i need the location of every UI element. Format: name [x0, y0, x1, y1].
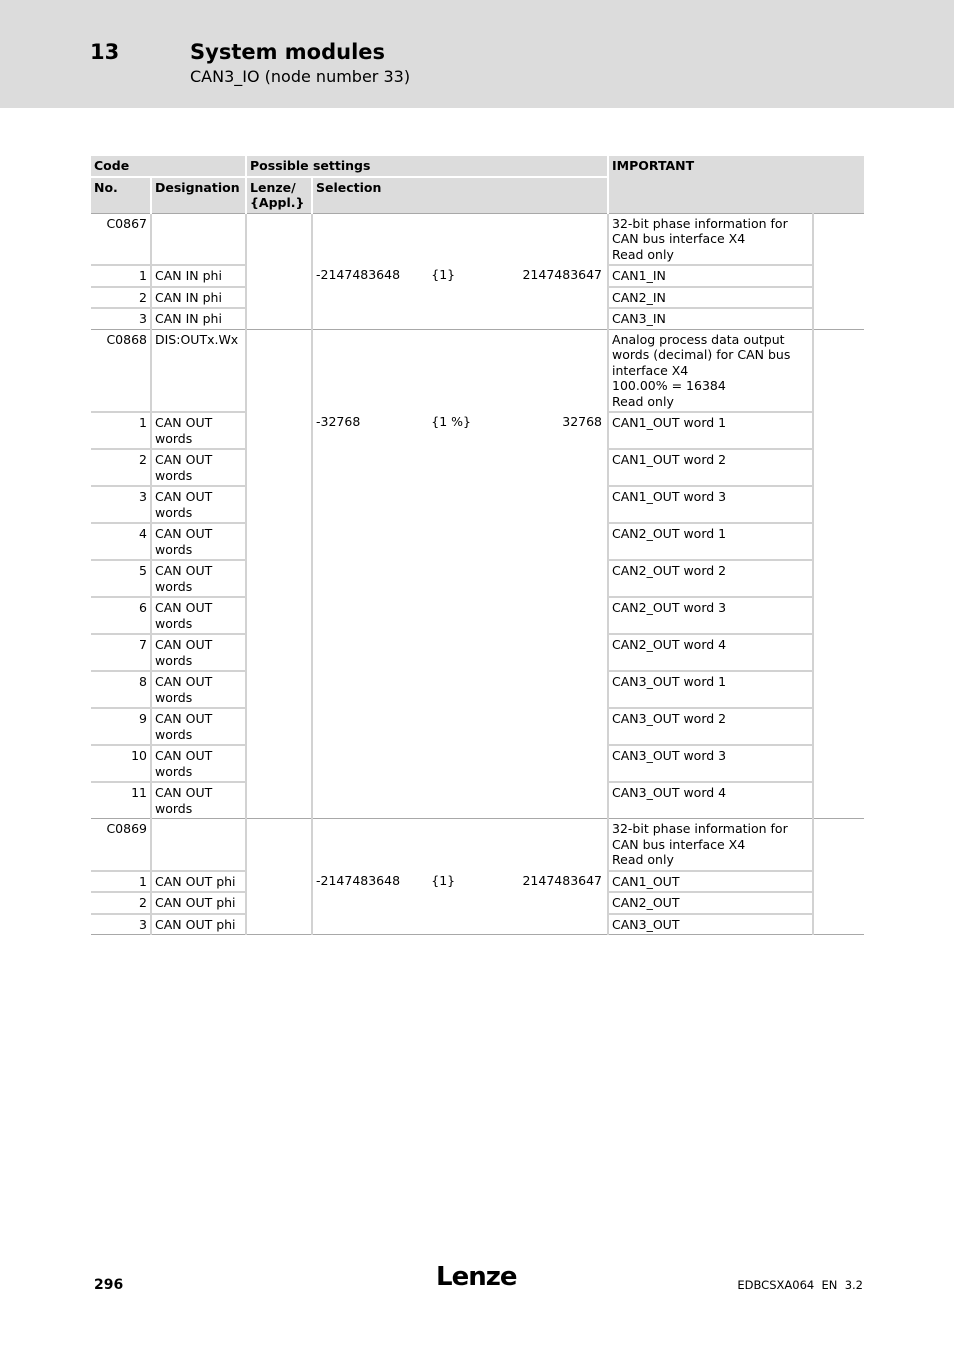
lenze-logo: Lenze: [436, 1262, 517, 1292]
row-designation: CAN OUT phi: [151, 892, 246, 914]
header-important: IMPORTANT: [608, 155, 864, 213]
row-important: CAN2_OUT: [608, 892, 813, 914]
extra-cell: [813, 329, 864, 412]
extra-cell: [813, 265, 864, 287]
selection-range: [312, 265, 608, 329]
extra-cell: [813, 412, 864, 449]
row-number: 1: [91, 871, 151, 893]
extra-cell: [813, 634, 864, 671]
extra-cell: [813, 486, 864, 523]
table-row: [91, 265, 864, 287]
row-number: 10: [91, 745, 151, 782]
code-cell: C0867: [91, 213, 151, 265]
extra-cell: [813, 871, 864, 893]
row-number: 6: [91, 597, 151, 634]
header-code: Code: [91, 155, 246, 177]
row-designation: CAN OUT words: [151, 486, 246, 523]
row-designation: CAN OUT words: [151, 782, 246, 819]
row-important: CAN3_OUT word 4: [608, 782, 813, 819]
row-designation: CAN OUT words: [151, 449, 246, 486]
row-important: CAN2_OUT word 2: [608, 560, 813, 597]
row-number: 8: [91, 671, 151, 708]
extra-cell: [813, 213, 864, 265]
row-designation: CAN OUT words: [151, 412, 246, 449]
row-designation: CAN OUT words: [151, 708, 246, 745]
selection-cell: [312, 213, 608, 265]
row-important: CAN3_OUT word 2: [608, 708, 813, 745]
code-cell: C0869: [91, 819, 151, 871]
row-number: 2: [91, 287, 151, 309]
page-header: [0, 0, 954, 108]
row-designation: CAN OUT words: [151, 523, 246, 560]
selection-step: {1}: [431, 872, 456, 888]
row-designation: CAN IN phi: [151, 265, 246, 287]
row-designation: CAN OUT phi: [151, 914, 246, 935]
row-important: CAN3_OUT: [608, 914, 813, 935]
header-no: No.: [91, 177, 151, 214]
row-important: CAN3_OUT word 1: [608, 671, 813, 708]
row-number: 1: [91, 412, 151, 449]
extra-cell: [813, 449, 864, 486]
document-id: EDBCSXA064 EN 3.2: [737, 1278, 863, 1292]
row-number: 11: [91, 782, 151, 819]
lenze-cell: [246, 329, 312, 819]
chapter-title: System modules: [190, 40, 386, 64]
selection-cell: [312, 819, 608, 871]
extra-cell: [813, 819, 864, 871]
row-designation: CAN OUT words: [151, 597, 246, 634]
selection-step: {1}: [431, 267, 456, 282]
parameter-table: [91, 154, 864, 935]
selection-min: -32768: [316, 414, 361, 429]
row-number: 2: [91, 449, 151, 486]
table-row-code: [91, 213, 864, 265]
row-designation: CAN IN phi: [151, 308, 246, 329]
row-designation: CAN OUT words: [151, 671, 246, 708]
table-row: [91, 412, 864, 449]
row-important: CAN1_OUT: [608, 871, 813, 893]
row-number: 3: [91, 914, 151, 935]
extra-cell: [813, 914, 864, 935]
row-designation: CAN OUT words: [151, 634, 246, 671]
table-header-row-1: [91, 155, 864, 177]
designation-cell: DIS:OUTx.Wx: [151, 329, 246, 412]
extra-cell: [813, 708, 864, 745]
extra-cell: [813, 745, 864, 782]
row-important: CAN2_OUT word 1: [608, 523, 813, 560]
row-important: CAN1_OUT word 3: [608, 486, 813, 523]
row-important: CAN1_OUT word 2: [608, 449, 813, 486]
row-number: 7: [91, 634, 151, 671]
row-number: 4: [91, 523, 151, 560]
row-important: CAN1_IN: [608, 265, 813, 287]
selection-max: 2147483647: [522, 267, 603, 282]
row-designation: CAN OUT phi: [151, 871, 246, 893]
row-important: CAN1_OUT word 1: [608, 412, 813, 449]
selection-min: -2147483648: [316, 872, 401, 888]
row-designation: CAN IN phi: [151, 287, 246, 309]
page-number: 296: [94, 1277, 124, 1293]
important-cell: 32-bit phase information for CAN bus interface X4 Read only: [608, 819, 813, 871]
selection-range: [312, 412, 608, 819]
header-possible-settings: Possible settings: [246, 155, 608, 177]
important-cell: 32-bit phase information for CAN bus interface X4 Read only: [608, 213, 813, 265]
selection-max: 32768: [562, 414, 603, 429]
row-number: 3: [91, 486, 151, 523]
designation-cell: [151, 819, 246, 871]
row-important: CAN2_OUT word 4: [608, 634, 813, 671]
row-important: CAN3_OUT word 3: [608, 745, 813, 782]
selection-step: {1 %}: [431, 414, 471, 429]
extra-cell: [813, 287, 864, 309]
extra-cell: [813, 892, 864, 914]
extra-cell: [813, 308, 864, 329]
extra-cell: [813, 782, 864, 819]
row-important: CAN2_OUT word 3: [608, 597, 813, 634]
header-designation: Designation: [151, 177, 246, 214]
selection-range: [312, 871, 608, 935]
lenze-cell: [246, 213, 312, 329]
row-number: 3: [91, 308, 151, 329]
selection-max: 2147483647: [522, 872, 603, 888]
row-number: 1: [91, 265, 151, 287]
section-title: CAN3_IO (node number 33): [190, 67, 411, 86]
chapter-number: 13: [90, 40, 120, 64]
table-row-code: [91, 819, 864, 871]
extra-cell: [813, 523, 864, 560]
table-row-code: [91, 329, 864, 412]
designation-cell: [151, 213, 246, 265]
table-row: [91, 871, 864, 893]
row-designation: CAN OUT words: [151, 745, 246, 782]
selection-cell: [312, 329, 608, 412]
code-cell: C0868: [91, 329, 151, 412]
row-number: 5: [91, 560, 151, 597]
lenze-cell: [246, 819, 312, 935]
row-number: 2: [91, 892, 151, 914]
header-lenze: Lenze/ {Appl.}: [246, 177, 312, 214]
extra-cell: [813, 671, 864, 708]
extra-cell: [813, 597, 864, 634]
row-designation: CAN OUT words: [151, 560, 246, 597]
important-cell: Analog process data output words (decimal) for CAN bus interface X4 100.00% = 16384 Read only: [608, 329, 813, 412]
selection-min: -2147483648: [316, 267, 401, 282]
row-important: CAN3_IN: [608, 308, 813, 329]
row-important: CAN2_IN: [608, 287, 813, 309]
header-selection: Selection: [312, 177, 608, 214]
row-number: 9: [91, 708, 151, 745]
extra-cell: [813, 560, 864, 597]
